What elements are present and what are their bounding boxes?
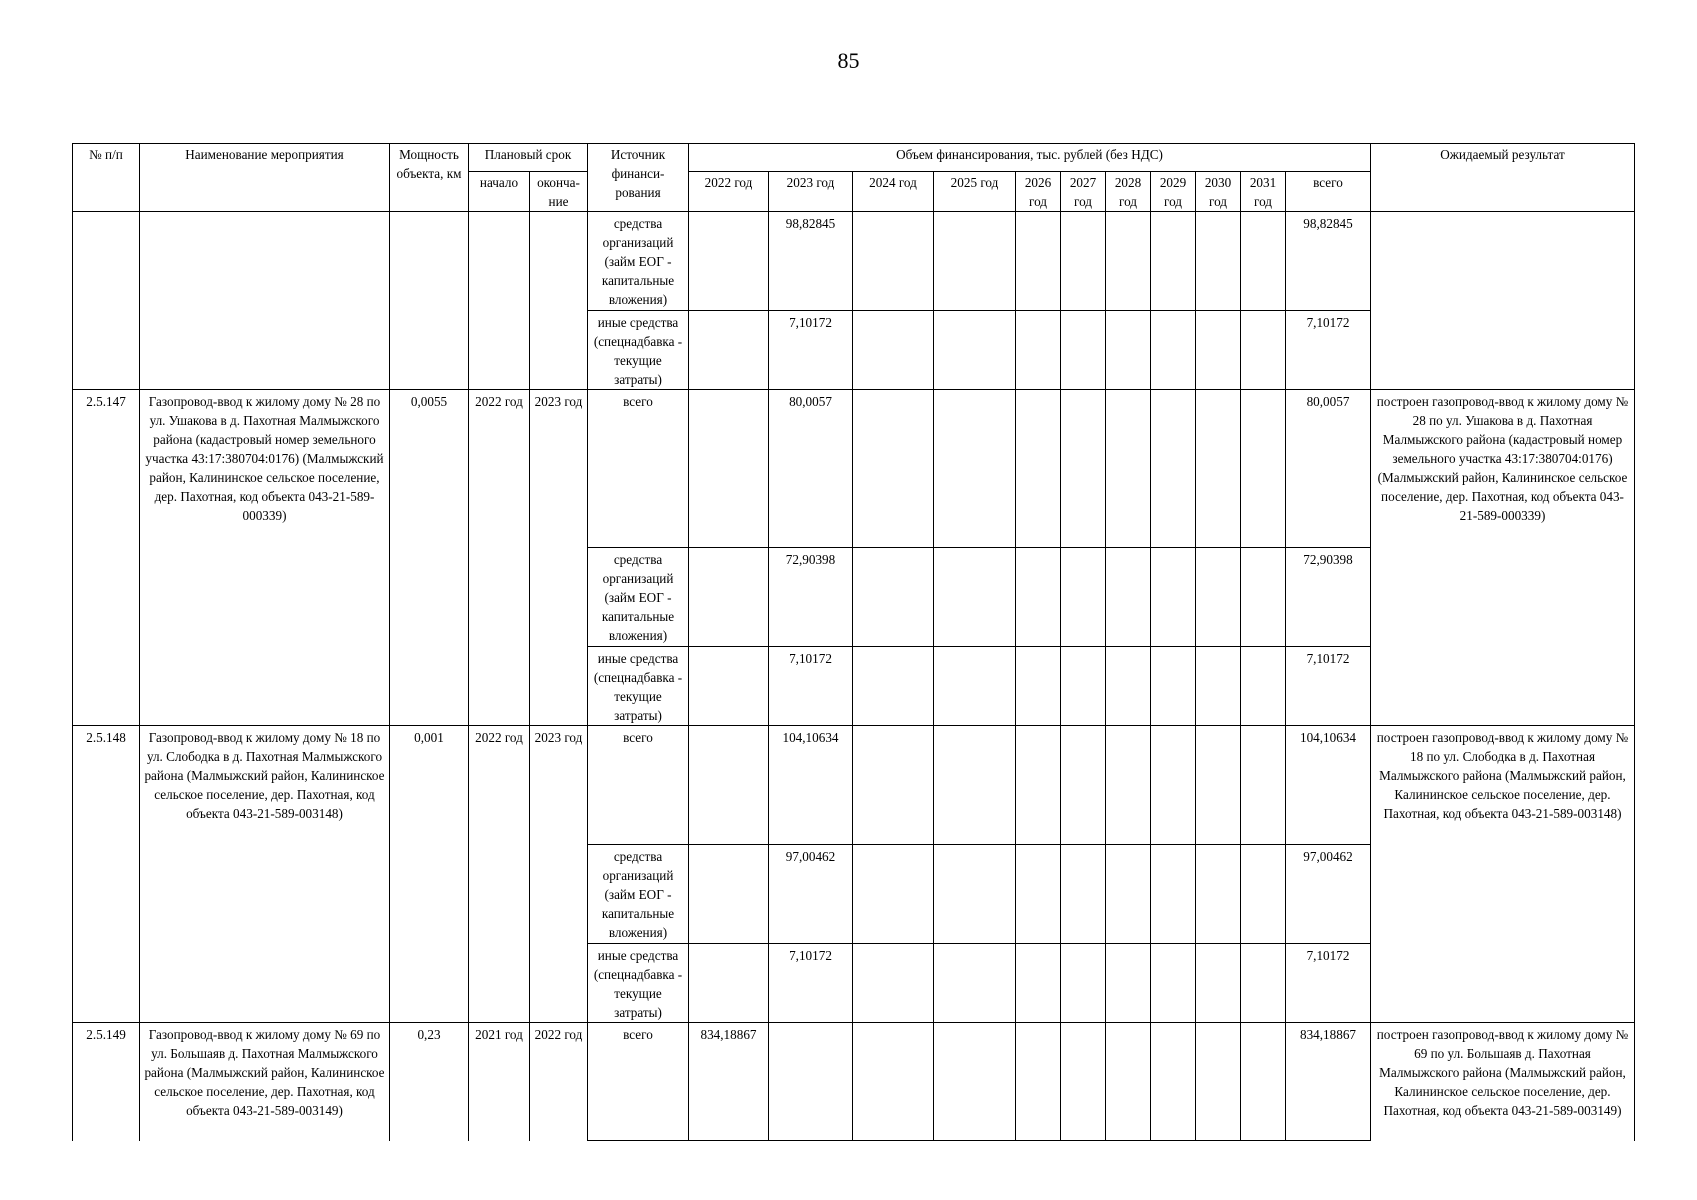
cell-end: 2022 год (530, 1023, 588, 1141)
cell-total: 97,00462 (1286, 845, 1371, 944)
cell-start: 2022 год (469, 726, 530, 1023)
cell-2023: 7,10172 (769, 311, 853, 390)
cell-2023: 80,0057 (769, 390, 853, 548)
cell-2022 (689, 647, 769, 726)
cell-total: 80,0057 (1286, 390, 1371, 548)
header-year-2030: 2030 год (1196, 172, 1241, 212)
header-total: всего (1286, 172, 1371, 212)
cell-2022 (689, 212, 769, 311)
cell-2022 (689, 944, 769, 1023)
cell-source: иные средства (спецнадбавка - текущие затраты) (588, 311, 689, 390)
cell-source: средства организаций (займ ЕОГ - капитальные вложения) (588, 845, 689, 944)
cell-total: 7,10172 (1286, 311, 1371, 390)
header-end: оконча-ние (530, 172, 588, 212)
cell-total: 7,10172 (1286, 944, 1371, 1023)
cell-capacity (390, 212, 469, 390)
header-year-2025: 2025 год (934, 172, 1016, 212)
cell-result (1371, 212, 1635, 390)
cell-name (140, 212, 390, 390)
page-number: 85 (837, 48, 860, 73)
header-num: № п/п (73, 144, 140, 212)
cell-result: построен газопровод-ввод к жилому дому № 18 по ул. Слободка в д. Пахотная Малмыжского района (Малмыжский район, Калининское сельское поселение, дер. Пахотная, код объекта 043-21-589-003148) (1371, 726, 1635, 1023)
cell-result: построен газопровод-ввод к жилому дому № 69 по ул. Большаяв д. Пахотная Малмыжского района (Малмыжский район, Калининское сельское поселение, дер. Пахотная, код объекта 043-21-589-003149) (1371, 1023, 1635, 1141)
cell-source: всего (588, 1023, 689, 1141)
table-row (73, 390, 1635, 548)
table-row (73, 212, 1635, 311)
header-source: Источник финанси-рования (588, 144, 689, 212)
cell-total: 834,18867 (1286, 1023, 1371, 1141)
cell-2022 (689, 548, 769, 647)
cell-2023: 7,10172 (769, 647, 853, 726)
cell-source: средства организаций (займ ЕОГ - капитальные вложения) (588, 212, 689, 311)
header-year-2029: 2029 год (1151, 172, 1196, 212)
funding-table (72, 143, 1635, 1141)
cell-2023: 7,10172 (769, 944, 853, 1023)
cell-2023: 72,90398 (769, 548, 853, 647)
cell-num (73, 212, 140, 390)
cell-end (530, 212, 588, 390)
cell-2023 (769, 1023, 853, 1141)
table-row (73, 1023, 1635, 1141)
cell-start: 2022 год (469, 390, 530, 726)
cell-2022 (689, 726, 769, 845)
cell-2023: 98,82845 (769, 212, 853, 311)
cell-end: 2023 год (530, 726, 588, 1023)
cell-end: 2023 год (530, 390, 588, 726)
cell-name: Газопровод-ввод к жилому дому № 28 по ул. Ушакова в д. Пахотная Малмыжского района (кадастровый номер земельного участка 43:17:380704:0176) (Малмыжский район, Калининское сельское поселение, дер. Пахотная, код объекта 043-21-589-000339) (140, 390, 390, 726)
cell-source: иные средства (спецнадбавка - текущие затраты) (588, 944, 689, 1023)
cell-start: 2021 год (469, 1023, 530, 1141)
header-name: Наименование мероприятия (140, 144, 390, 212)
cell-2022: 834,18867 (689, 1023, 769, 1141)
cell-total: 7,10172 (1286, 647, 1371, 726)
header-year-2031: 2031 год (1241, 172, 1286, 212)
header-funding: Объем финансирования, тыс. рублей (без НДС) (689, 144, 1371, 172)
header-year-2027: 2027 год (1061, 172, 1106, 212)
cell-name: Газопровод-ввод к жилому дому № 69 по ул. Большаяв д. Пахотная Малмыжского района (Малмыжский район, Калининское сельское поселение, дер. Пахотная, код объекта 043-21-589-003149) (140, 1023, 390, 1141)
cell-name: Газопровод-ввод к жилому дому № 18 по ул. Слободка в д. Пахотная Малмыжского района (Малмыжский район, Калининское сельское поселение, дер. Пахотная, код объекта 043-21-589-003148) (140, 726, 390, 1023)
table-row (73, 726, 1635, 845)
cell-capacity: 0,0055 (390, 390, 469, 726)
cell-2023: 104,10634 (769, 726, 853, 845)
cell-total: 98,82845 (1286, 212, 1371, 311)
header-year-2028: 2028 год (1106, 172, 1151, 212)
header-planned-term: Плановый срок (469, 144, 588, 172)
header-capacity: Мощность объекта, км (390, 144, 469, 212)
cell-start (469, 212, 530, 390)
header-result: Ожидаемый результат (1371, 144, 1635, 212)
cell-capacity: 0,001 (390, 726, 469, 1023)
header-year-2023: 2023 год (769, 172, 853, 212)
cell-2022 (689, 390, 769, 548)
cell-source: всего (588, 726, 689, 845)
cell-num: 2.5.148 (73, 726, 140, 1023)
cell-source: средства организаций (займ ЕОГ - капитальные вложения) (588, 548, 689, 647)
cell-2022 (689, 311, 769, 390)
cell-result: построен газопровод-ввод к жилому дому № 28 по ул. Ушакова в д. Пахотная Малмыжского района (кадастровый номер земельного участка 43:17:380704:0176) (Малмыжский район, Калининское сельское поселение, дер. Пахотная, код объекта 043-21-589-000339) (1371, 390, 1635, 726)
cell-2023: 97,00462 (769, 845, 853, 944)
cell-capacity: 0,23 (390, 1023, 469, 1141)
cell-num: 2.5.149 (73, 1023, 140, 1141)
header-year-2022: 2022 год (689, 172, 769, 212)
cell-source: всего (588, 390, 689, 548)
cell-total: 104,10634 (1286, 726, 1371, 845)
header-year-2024: 2024 год (853, 172, 934, 212)
cell-source: иные средства (спецнадбавка - текущие затраты) (588, 647, 689, 726)
cell-total: 72,90398 (1286, 548, 1371, 647)
header-year-2026: 2026 год (1016, 172, 1061, 212)
header-start: начало (469, 172, 530, 212)
cell-2022 (689, 845, 769, 944)
cell-num: 2.5.147 (73, 390, 140, 726)
